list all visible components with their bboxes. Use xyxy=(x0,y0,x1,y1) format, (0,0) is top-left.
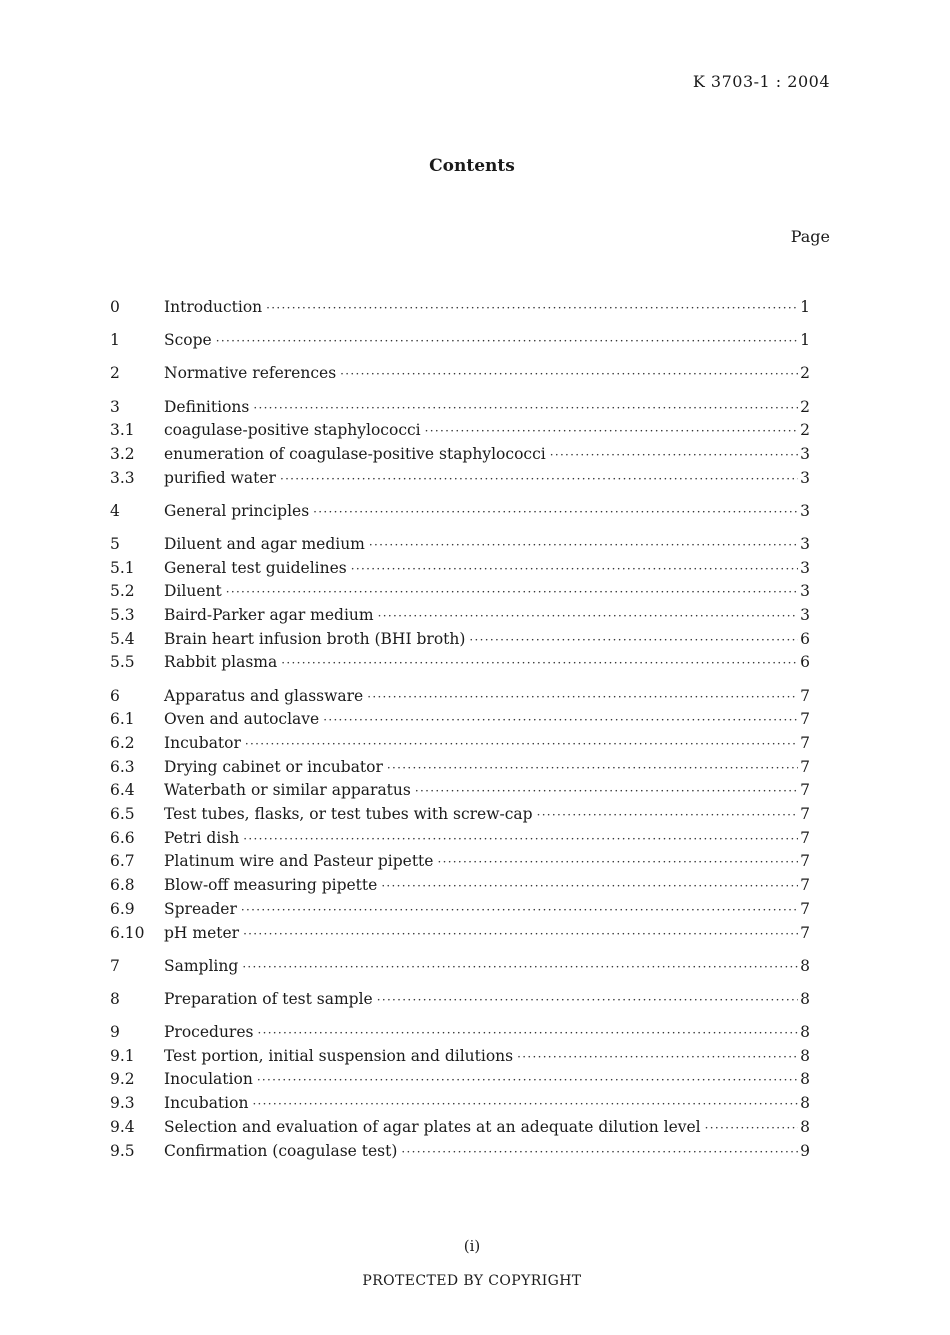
toc-entry[interactable] xyxy=(110,582,810,606)
toc-entry-title: coagulase-positive staphylococci xyxy=(164,421,421,440)
toc-leader-dots xyxy=(257,1073,798,1087)
toc-entry-number: 9.1 xyxy=(110,1046,135,1065)
toc-entry[interactable] xyxy=(110,781,810,805)
toc-leader-dots xyxy=(241,903,798,917)
toc-entry-page: 8 xyxy=(800,1023,810,1042)
toc-entry-page: 8 xyxy=(800,1094,810,1113)
toc-entry-title: Baird-Parker agar medium xyxy=(164,606,374,625)
toc-entry-number: 3 xyxy=(110,397,120,416)
toc-entry[interactable] xyxy=(110,1142,810,1166)
toc-entry-number: 5.3 xyxy=(110,606,135,625)
toc-entry-title: Waterbath or similar apparatus xyxy=(164,781,411,800)
toc-leader-dots xyxy=(401,1145,798,1159)
toc-entry-number: 9.5 xyxy=(110,1141,135,1160)
toc-entry[interactable] xyxy=(110,653,810,677)
toc-entry[interactable] xyxy=(110,957,810,981)
toc-leader-dots xyxy=(280,472,798,486)
toc-entry-title: Diluent and agar medium xyxy=(164,535,365,553)
toc-leader-dots xyxy=(469,633,798,647)
toc-entry-page: 2 xyxy=(800,421,810,440)
toc-entry-title: General principles xyxy=(164,501,310,520)
toc-entry-page: 7 xyxy=(800,899,810,918)
toc-entry-page: 7 xyxy=(800,757,810,776)
toc-entry-number: 8 xyxy=(110,989,120,1008)
toc-entry-number: 6.10 xyxy=(110,923,145,942)
toc-leader-dots xyxy=(257,1026,798,1040)
toc-entry-title: Rabbit plasma xyxy=(164,653,278,672)
toc-entry-number: 3.3 xyxy=(110,468,135,487)
toc-entry[interactable] xyxy=(110,606,810,630)
toc-leader-dots xyxy=(378,609,799,623)
toc-entry-title: Blow-off measuring pipette xyxy=(164,876,378,895)
toc-entry[interactable] xyxy=(110,364,810,388)
toc-entry-page: 2 xyxy=(800,397,810,416)
toc-entry-page: 7 xyxy=(800,781,810,800)
page-title: Contents xyxy=(429,156,515,176)
toc-entry-number: 5.4 xyxy=(110,629,135,648)
toc-entry[interactable] xyxy=(110,687,810,711)
toc-leader-dots xyxy=(252,1097,798,1111)
toc-entry-page: 7 xyxy=(800,734,810,752)
toc-entry-number: 6.9 xyxy=(110,899,135,918)
toc-entry-title: Petri dish xyxy=(164,828,240,847)
toc-entry-number: 9 xyxy=(110,1023,120,1042)
toc-entry-number: 6.8 xyxy=(110,876,135,895)
toc-entry-page: 8 xyxy=(800,1070,810,1089)
document-id: K 3703-1 : 2004 xyxy=(692,72,830,91)
toc-entry-number: 9.4 xyxy=(110,1117,135,1136)
toc-leader-dots xyxy=(437,855,798,869)
toc-entry-title: purified water xyxy=(164,468,276,487)
toc-entry-number: 1 xyxy=(110,331,120,350)
toc-entry-page: 3 xyxy=(800,582,810,601)
toc-leader-dots xyxy=(253,401,798,415)
toc-entry-title: Procedures xyxy=(164,1023,254,1042)
toc-entry-title: Platinum wire and Pasteur pipette xyxy=(164,852,434,871)
toc-entry-number: 6.5 xyxy=(110,805,135,824)
toc-leader-dots xyxy=(313,505,798,519)
toc-entry-title: Definitions xyxy=(164,397,250,416)
toc-entry-title: Incubator xyxy=(164,734,241,752)
toc-entry-page: 8 xyxy=(800,1117,810,1136)
toc-entry-number: 0 xyxy=(110,298,120,316)
toc-leader-dots xyxy=(243,927,798,941)
toc-entry-page: 7 xyxy=(800,828,810,847)
toc-entry-title: enumeration of coagulase-positive staphylococci xyxy=(164,444,546,463)
toc-entry-number: 3.1 xyxy=(110,421,135,440)
toc-entry-page: 7 xyxy=(800,876,810,895)
toc-entry-page: 6 xyxy=(800,629,810,648)
toc-leader-dots xyxy=(550,448,798,462)
toc-entry-page: 8 xyxy=(800,956,810,975)
toc-leader-dots xyxy=(340,367,798,381)
toc-entry-page: 6 xyxy=(800,653,810,672)
toc-entry-title: Introduction xyxy=(164,298,263,316)
toc-entry[interactable] xyxy=(110,1094,810,1118)
toc-entry[interactable] xyxy=(110,445,810,469)
toc-entry-title: General test guidelines xyxy=(164,558,347,577)
toc-entry-number: 5.5 xyxy=(110,653,135,672)
toc-leader-dots xyxy=(245,737,798,751)
toc-entry-title: Confirmation (coagulase test) xyxy=(164,1141,398,1160)
toc-entry-page: 3 xyxy=(800,444,810,463)
toc-leader-dots xyxy=(387,761,798,775)
toc-entry-title: Preparation of test sample xyxy=(164,989,373,1008)
toc-entry-page: 3 xyxy=(800,558,810,577)
toc-entry-number: 7 xyxy=(110,956,120,975)
toc-leader-dots xyxy=(242,960,798,974)
toc-entry[interactable] xyxy=(110,559,810,583)
toc-leader-dots xyxy=(367,690,798,704)
toc-leader-dots xyxy=(266,301,798,315)
copyright-notice: PROTECTED BY COPYRIGHT xyxy=(362,1273,582,1289)
toc-entry[interactable] xyxy=(110,535,810,559)
toc-entry-number: 3.2 xyxy=(110,444,135,463)
toc-entry-page: 7 xyxy=(800,710,810,729)
toc-entry-title: Normative references xyxy=(164,364,337,383)
toc-entry[interactable] xyxy=(110,900,810,924)
toc-entry-number: 5.1 xyxy=(110,558,135,577)
toc-entry-number: 6.3 xyxy=(110,757,135,776)
toc-entry-title: Test portion, initial suspension and dilutions xyxy=(164,1046,514,1065)
toc-entry-title: Selection and evaluation of agar plates at an adequate dilution level xyxy=(164,1117,701,1136)
toc-entry[interactable] xyxy=(110,829,810,853)
toc-entry-page: 7 xyxy=(800,852,810,871)
toc-entry-title: Spreader xyxy=(164,899,237,918)
toc-entry[interactable] xyxy=(110,1023,810,1047)
toc-entry-page: 7 xyxy=(800,923,810,942)
toc-entry[interactable] xyxy=(110,805,810,829)
toc-entry-page: 3 xyxy=(800,501,810,520)
toc-entry-number: 6.4 xyxy=(110,781,135,800)
toc-entry-number: 6.7 xyxy=(110,852,135,871)
toc-leader-dots xyxy=(537,808,799,822)
toc-entry-page: 3 xyxy=(800,468,810,487)
toc-entry[interactable] xyxy=(110,421,810,445)
toc-leader-dots xyxy=(377,993,798,1007)
toc-leader-dots xyxy=(381,879,798,893)
page-column-label: Page xyxy=(790,227,830,246)
toc-entry-page: 9 xyxy=(800,1141,810,1160)
toc-entry[interactable] xyxy=(110,924,810,948)
toc-leader-dots xyxy=(351,562,798,576)
toc-entry-page: 2 xyxy=(800,364,810,383)
toc-entry[interactable] xyxy=(110,734,810,758)
table-of-contents xyxy=(110,298,810,1165)
toc-entry-title: Oven and autoclave xyxy=(164,710,320,729)
toc-entry-page: 1 xyxy=(800,331,810,350)
toc-entry-page: 7 xyxy=(800,686,810,705)
toc-entry[interactable] xyxy=(110,852,810,876)
toc-entry-title: Incubation xyxy=(164,1094,249,1113)
toc-entry[interactable] xyxy=(110,876,810,900)
toc-entry-number: 6.6 xyxy=(110,828,135,847)
toc-entry[interactable] xyxy=(110,398,810,422)
toc-leader-dots xyxy=(243,832,798,846)
toc-entry-title: Inoculation xyxy=(164,1070,253,1089)
toc-leader-dots xyxy=(281,656,798,670)
toc-entry[interactable] xyxy=(110,710,810,734)
footer-page-number: (i) xyxy=(463,1237,481,1255)
toc-leader-dots xyxy=(705,1121,798,1135)
toc-entry[interactable] xyxy=(110,758,810,782)
toc-entry-number: 5 xyxy=(110,535,120,553)
toc-entry-page: 1 xyxy=(800,298,810,316)
toc-entry-page: 3 xyxy=(800,535,810,553)
toc-entry-title: Brain heart infusion broth (BHI broth) xyxy=(164,629,466,648)
toc-entry-number: 9.2 xyxy=(110,1070,135,1089)
toc-entry-page: 8 xyxy=(800,989,810,1008)
toc-entry[interactable] xyxy=(110,298,810,322)
toc-entry-title: Diluent xyxy=(164,582,222,601)
toc-entry[interactable] xyxy=(110,502,810,526)
toc-entry[interactable] xyxy=(110,1070,810,1094)
toc-entry-title: Drying cabinet or incubator xyxy=(164,757,383,776)
toc-leader-dots xyxy=(369,538,798,552)
toc-entry[interactable] xyxy=(110,469,810,493)
toc-entry[interactable] xyxy=(110,331,810,355)
toc-entry[interactable] xyxy=(110,1118,810,1142)
toc-entry[interactable] xyxy=(110,630,810,654)
toc-entry-number: 5.2 xyxy=(110,582,135,601)
toc-leader-dots xyxy=(415,784,798,798)
toc-entry-title: Scope xyxy=(164,331,212,350)
toc-entry-title: Test tubes, flasks, or test tubes with screw-cap xyxy=(164,805,533,824)
toc-entry[interactable] xyxy=(110,990,810,1014)
toc-entry-page: 3 xyxy=(800,606,810,625)
toc-entry-title: pH meter xyxy=(164,923,240,942)
toc-leader-dots xyxy=(517,1050,798,1064)
toc-leader-dots xyxy=(323,713,798,727)
toc-entry[interactable] xyxy=(110,1047,810,1071)
toc-leader-dots xyxy=(216,334,798,348)
toc-entry-title: Sampling xyxy=(164,956,239,975)
toc-entry-number: 4 xyxy=(110,501,120,520)
toc-entry-number: 6 xyxy=(110,686,120,705)
toc-leader-dots xyxy=(226,585,798,599)
toc-entry-number: 2 xyxy=(110,364,120,383)
toc-entry-page: 8 xyxy=(800,1046,810,1065)
toc-entry-number: 6.1 xyxy=(110,710,135,729)
toc-entry-number: 6.2 xyxy=(110,734,135,752)
toc-leader-dots xyxy=(425,424,798,438)
toc-entry-number: 9.3 xyxy=(110,1094,135,1113)
toc-entry-title: Apparatus and glassware xyxy=(164,686,364,705)
toc-entry-page: 7 xyxy=(800,805,810,824)
